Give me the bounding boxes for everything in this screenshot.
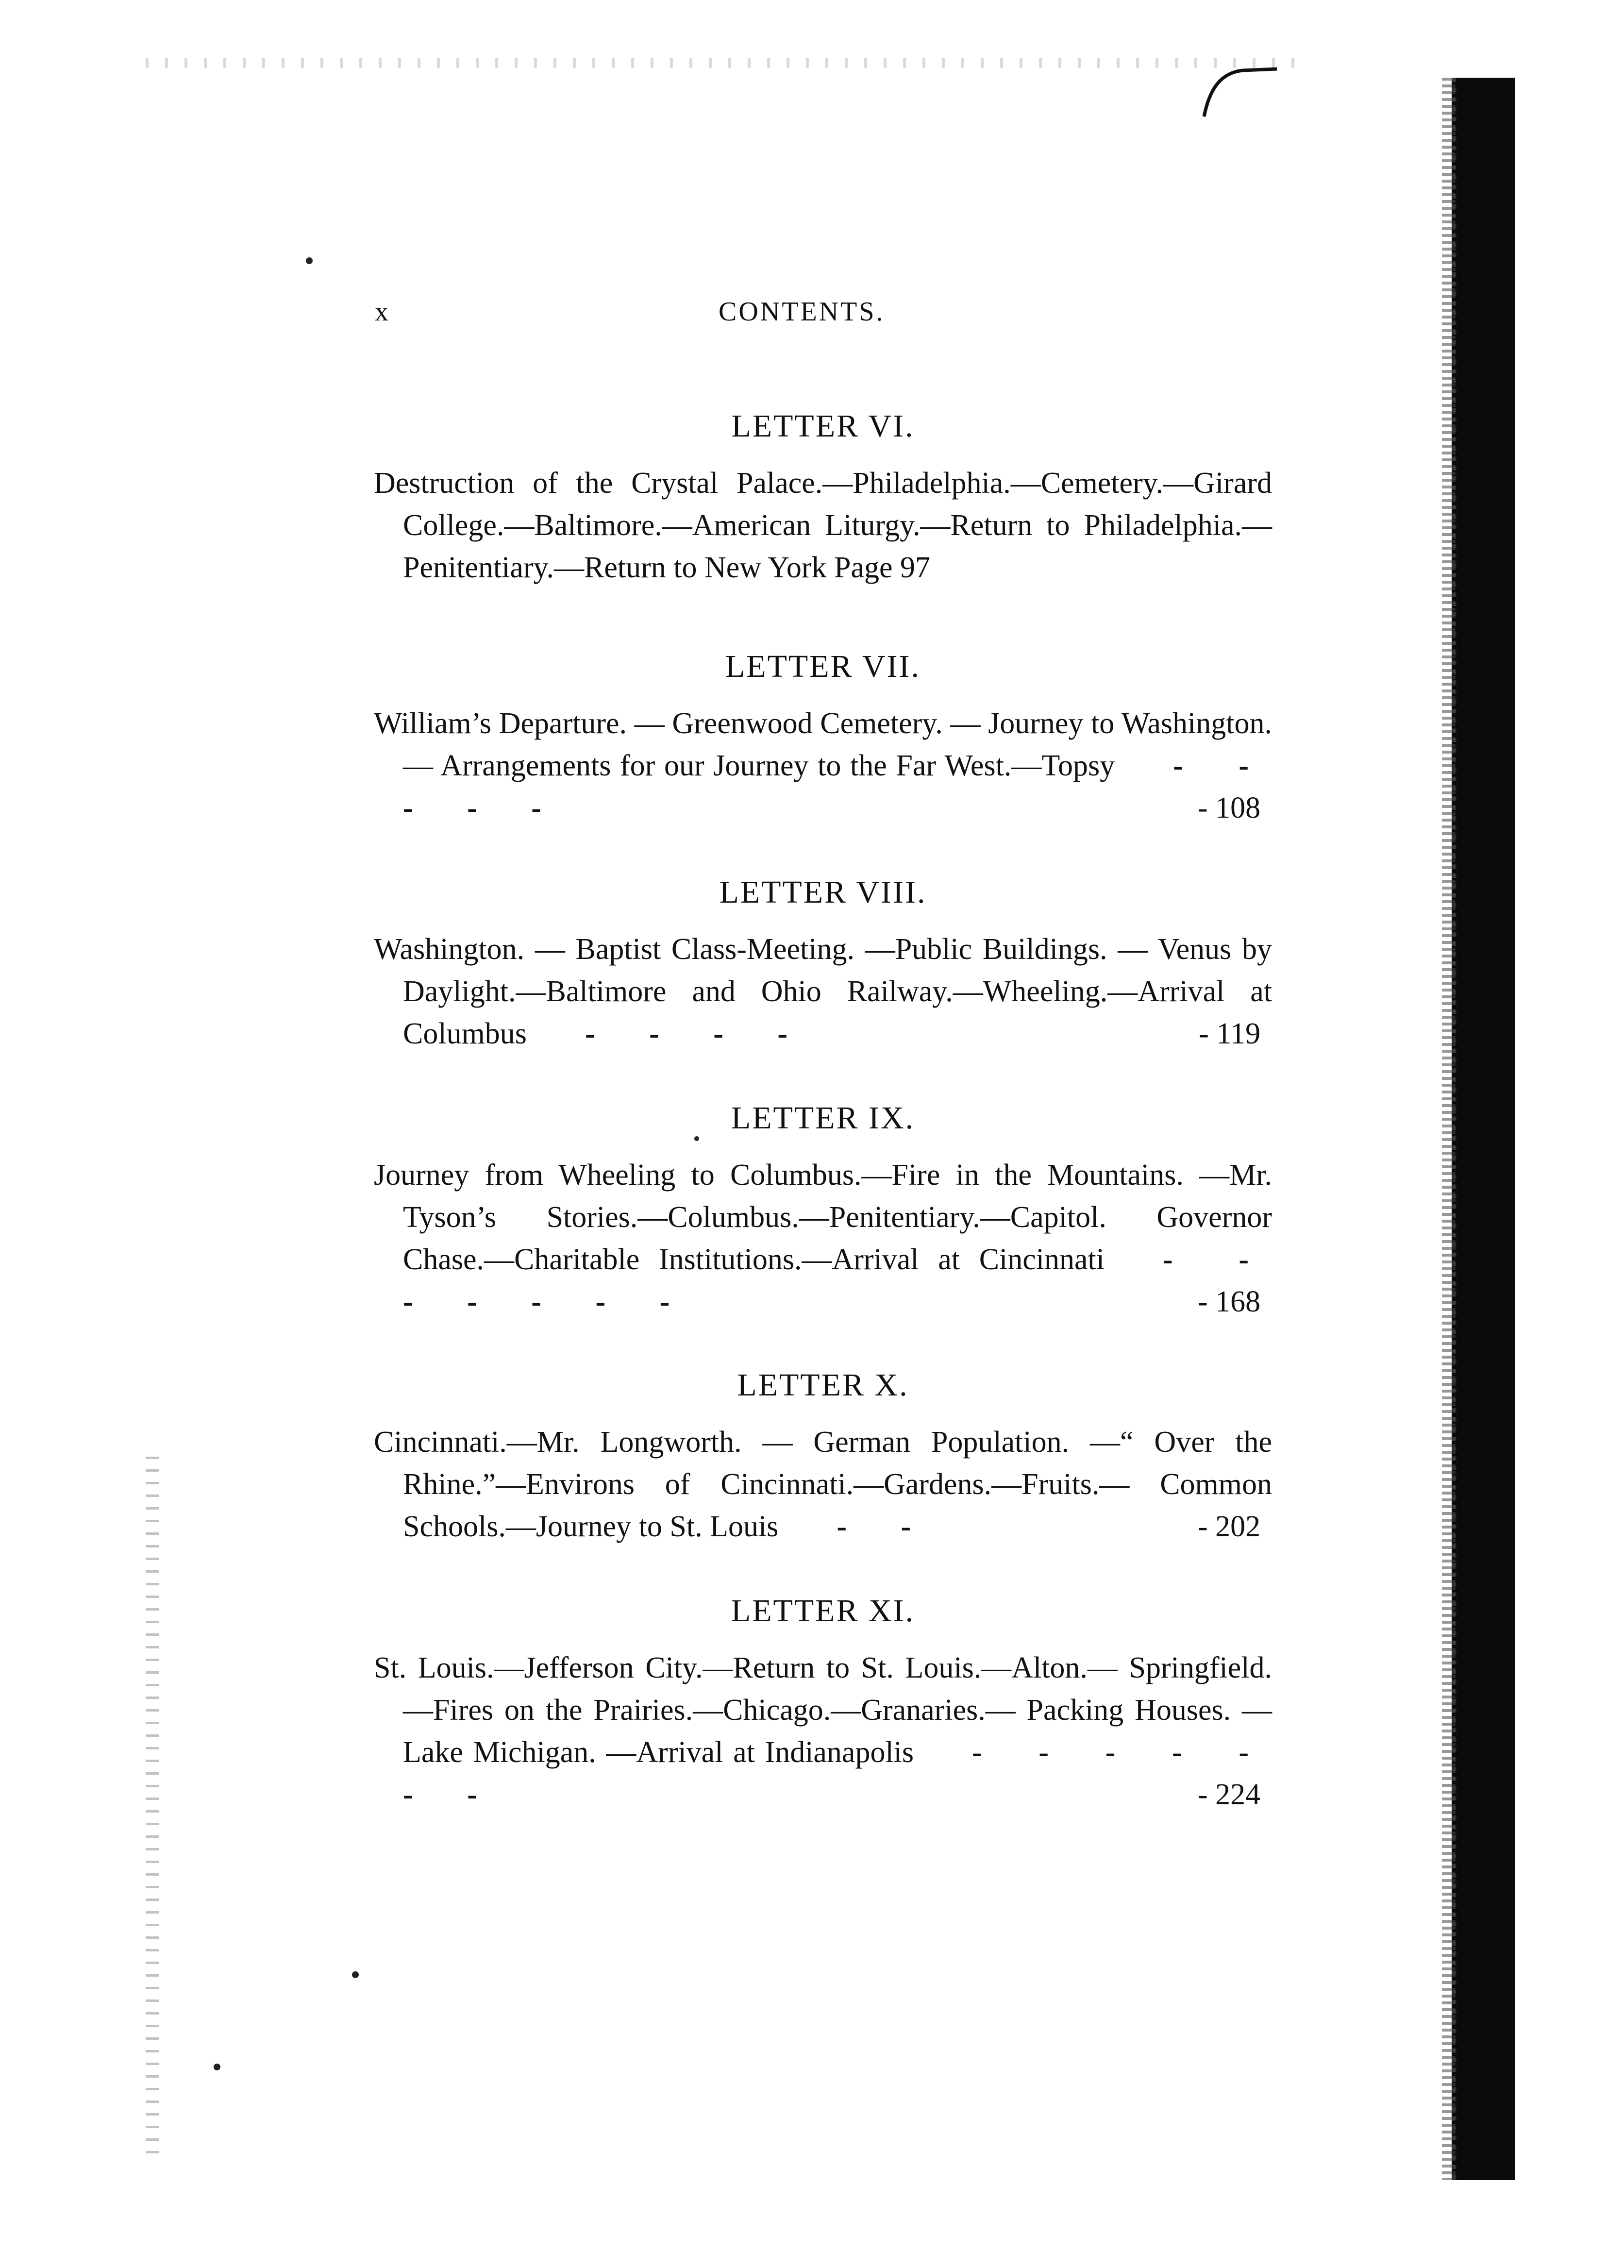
- scan-speck: [352, 1971, 359, 1978]
- contents-entry-letter-8: [374, 874, 1272, 1055]
- entry-summary: Cincinnati.—Mr. Longworth. — German Population. —“ Over the Rhine.”—Environs of Cincinnati.—Gardens.—Fruits.— Common Schools.—Journey to St. Louis: [374, 1426, 1272, 1543]
- entry-summary-with-page: [374, 703, 1272, 829]
- entry-summary-with-page: [374, 1647, 1272, 1816]
- entry-summary-with-page: [374, 1421, 1272, 1548]
- scan-noise-left: [146, 1457, 159, 2161]
- contents-entry-letter-7: [374, 648, 1272, 829]
- letter-heading: LETTER VIII.: [719, 874, 927, 910]
- running-title: CONTENTS.: [719, 297, 885, 327]
- leader-dots: - - - - - - -: [403, 1736, 1272, 1811]
- entry-summary: Journey from Wheeling to Columbus.—Fire in the Mountains. —Mr. Tyson’s Stories.—Columbus.—Penitentiary.—Capitol. Governor Chase.—Charitable Institutions.—Arrival at Cincinnati: [374, 1159, 1272, 1276]
- entry-summary-with-page: [374, 1154, 1272, 1323]
- pencil-mark: [1199, 63, 1282, 121]
- leader-dots: - - - - - - -: [403, 1243, 1272, 1318]
- leader-dots: - - - - -: [403, 749, 1272, 824]
- letter-heading: LETTER VI.: [731, 408, 915, 444]
- letter-heading: LETTER XI.: [731, 1593, 915, 1629]
- contents-entry-letter-10: [374, 1367, 1272, 1548]
- contents-entry-letter-11: [374, 1593, 1272, 1816]
- page-number: - 224: [1198, 1778, 1261, 1811]
- entry-summary-with-page: [374, 928, 1272, 1055]
- letter-heading: LETTER IX.: [731, 1100, 915, 1136]
- entry-summary: Washington. — Baptist Class-Meeting. —Public Buildings. — Venus by Daylight.—Baltimore and Ohio Railway.—Wheeling.—Arrival at Columbus: [374, 933, 1272, 1050]
- page-number: - 168: [1198, 1285, 1261, 1318]
- leader-dots: - - - -: [585, 1017, 811, 1050]
- page-number: - 202: [1198, 1510, 1261, 1543]
- leader-dots: - -: [837, 1510, 935, 1543]
- scan-noise-top: [146, 58, 1311, 68]
- contents-entry-letter-6: [374, 408, 1272, 589]
- scan-speck: [214, 2064, 220, 2070]
- scan-speck: [694, 1136, 699, 1141]
- page-binding-edge: [1452, 78, 1515, 2180]
- contents-entry-letter-9: [374, 1100, 1272, 1323]
- letter-heading: LETTER VII.: [725, 649, 921, 684]
- page-number: - 108: [1198, 791, 1261, 824]
- letter-heading: LETTER X.: [737, 1367, 909, 1403]
- entry-summary: William’s Departure. — Greenwood Cemetery. — Journey to Washington. — Arrangements for our Journey to the Far West.—Topsy: [374, 707, 1272, 782]
- scan-speck: [306, 257, 313, 264]
- running-head: [0, 296, 1624, 335]
- page-folio: x: [375, 297, 389, 327]
- entry-summary: Destruction of the Crystal Palace.—Philadelphia.—Cemetery.—Girard College.—Baltimore.—American Liturgy.—Return to Philadelphia.—Penitentiary.—Return to New York Page 97: [374, 467, 1272, 584]
- page-number: - 119: [1199, 1017, 1261, 1050]
- entry-summary: St. Louis.—Jefferson City.—Return to St. Louis.—Alton.— Springfield.—Fires on the Prairies.—Chicago.—Granaries.— Packing Houses. — Lake Michigan. —Arrival at Indianapolis: [374, 1651, 1272, 1769]
